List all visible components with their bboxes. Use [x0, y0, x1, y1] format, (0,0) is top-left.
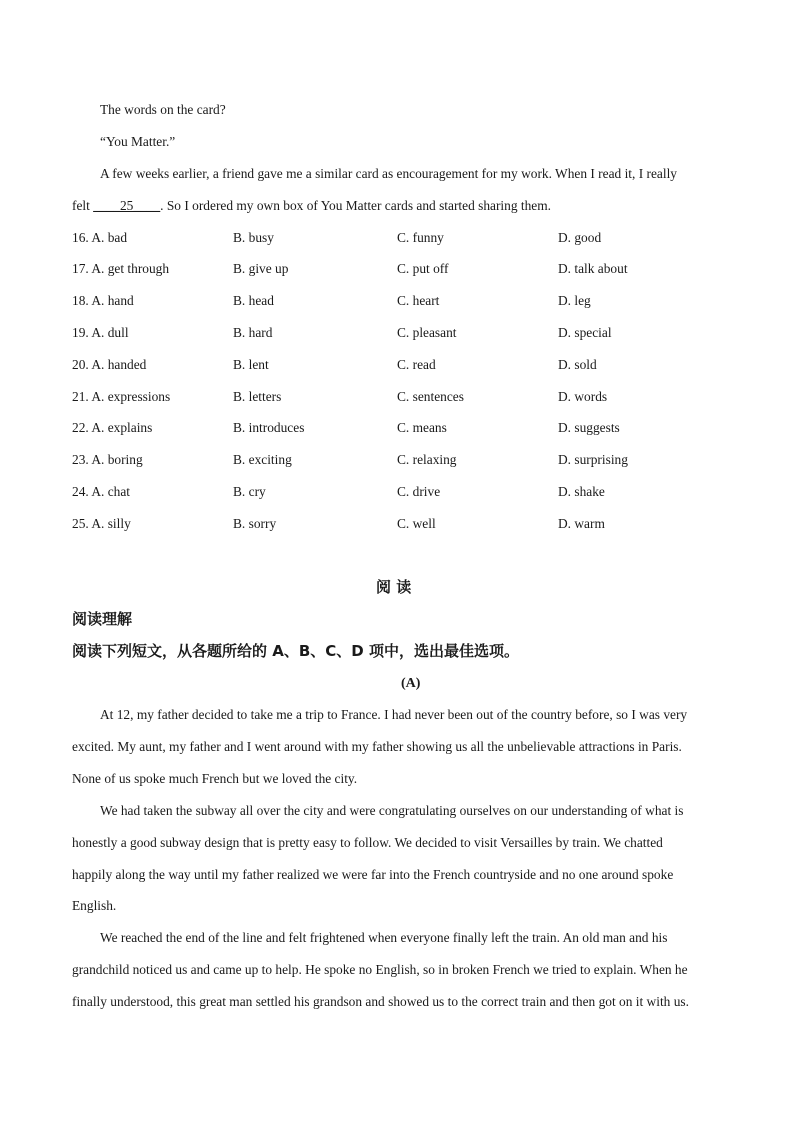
option-b: B. introduces — [233, 420, 305, 435]
option-a: 25. A. silly — [72, 516, 131, 531]
option-c: C. funny — [397, 230, 444, 245]
option-b: B. cry — [233, 484, 266, 499]
option-d: D. special — [558, 325, 612, 340]
option-b: B. busy — [233, 230, 274, 245]
question-row — [0, 515, 794, 533]
instruction: 阅读下列短文，从各题所给的 A、B、C、D 项中，选出最佳选项。 — [72, 642, 519, 660]
passage-label: (A) — [401, 676, 421, 691]
blank-25: ____25____ — [93, 198, 161, 213]
option-d: D. warm — [558, 516, 605, 531]
intro-line-2: “You Matter.” — [100, 134, 176, 149]
option-d: D. words — [558, 389, 608, 404]
option-b: B. hard — [233, 325, 273, 340]
intro-line-4 — [72, 197, 551, 215]
passage-line: grandchild noticed us and came up to help. He spoke no English, so in broken French we tried to explain. When he — [72, 962, 688, 977]
option-d: D. suggests — [558, 420, 620, 435]
passage-line: happily along the way until my father realized we were far into the French countryside and no one around spoke — [72, 867, 674, 882]
option-c: C. put off — [397, 261, 449, 276]
option-b: B. head — [233, 293, 274, 308]
option-a: 17. A. get through — [72, 261, 170, 276]
section-heading: 阅 读 — [376, 578, 412, 596]
intro-line-4-pre: felt — [72, 198, 94, 213]
option-d: D. good — [558, 230, 602, 245]
option-a: 18. A. hand — [72, 293, 134, 308]
intro-line-4-post: . So I ordered my own box of You Matter cards and started sharing them. — [160, 198, 552, 213]
option-d: D. surprising — [558, 452, 628, 467]
option-a: 23. A. boring — [72, 452, 143, 467]
option-d: D. talk about — [558, 261, 628, 276]
section-subheading: 阅读理解 — [72, 610, 133, 628]
option-c: C. means — [397, 420, 447, 435]
option-c: C. read — [397, 357, 436, 372]
intro-line-3: A few weeks earlier, a friend gave me a similar card as encouragement for my work. When I read it, I really — [100, 166, 677, 181]
question-row — [0, 324, 794, 342]
option-c: C. drive — [397, 484, 441, 499]
option-d: D. leg — [558, 293, 591, 308]
option-a: 19. A. dull — [72, 325, 129, 340]
option-b: B. exciting — [233, 452, 292, 467]
option-d: D. shake — [558, 484, 605, 499]
option-b: B. lent — [233, 357, 269, 372]
question-row — [0, 260, 794, 278]
passage-line: English. — [72, 898, 117, 913]
option-c: C. sentences — [397, 389, 464, 404]
intro-line-1: The words on the card? — [100, 102, 226, 117]
option-d: D. sold — [558, 357, 597, 372]
question-row — [0, 356, 794, 374]
option-b: B. letters — [233, 389, 282, 404]
option-a: 24. A. chat — [72, 484, 131, 499]
option-a: 22. A. explains — [72, 420, 153, 435]
passage-line: At 12, my father decided to take me a trip to France. I had never been out of the country before, so I was very — [100, 707, 688, 722]
passage-line: None of us spoke much French but we loved the city. — [72, 771, 358, 786]
option-c: C. pleasant — [397, 325, 457, 340]
question-row — [0, 419, 794, 437]
option-b: B. sorry — [233, 516, 277, 531]
option-a: 20. A. handed — [72, 357, 147, 372]
passage-line: We reached the end of the line and felt frightened when everyone finally left the train. An old man and his — [100, 930, 668, 945]
passage-line: We had taken the subway all over the city and were congratulating ourselves on our understanding of what is — [100, 803, 684, 818]
passage-line: honestly a good subway design that is pretty easy to follow. We decided to visit Versailles by train. We chatted — [72, 835, 663, 850]
question-row — [0, 388, 794, 406]
passage-line: excited. My aunt, my father and I went around with my father showing us all the unbelievable attractions in Paris. — [72, 739, 682, 754]
passage-line: finally understood, this great man settled his grandson and showed us to the correct train and then got on it with us. — [72, 994, 689, 1009]
option-c: C. heart — [397, 293, 440, 308]
option-a: 21. A. expressions — [72, 389, 171, 404]
option-c: C. well — [397, 516, 436, 531]
question-row — [0, 451, 794, 469]
question-row — [0, 292, 794, 310]
option-b: B. give up — [233, 261, 289, 276]
option-a: 16. A. bad — [72, 230, 128, 245]
question-row — [0, 483, 794, 501]
question-row — [0, 229, 794, 247]
option-c: C. relaxing — [397, 452, 457, 467]
